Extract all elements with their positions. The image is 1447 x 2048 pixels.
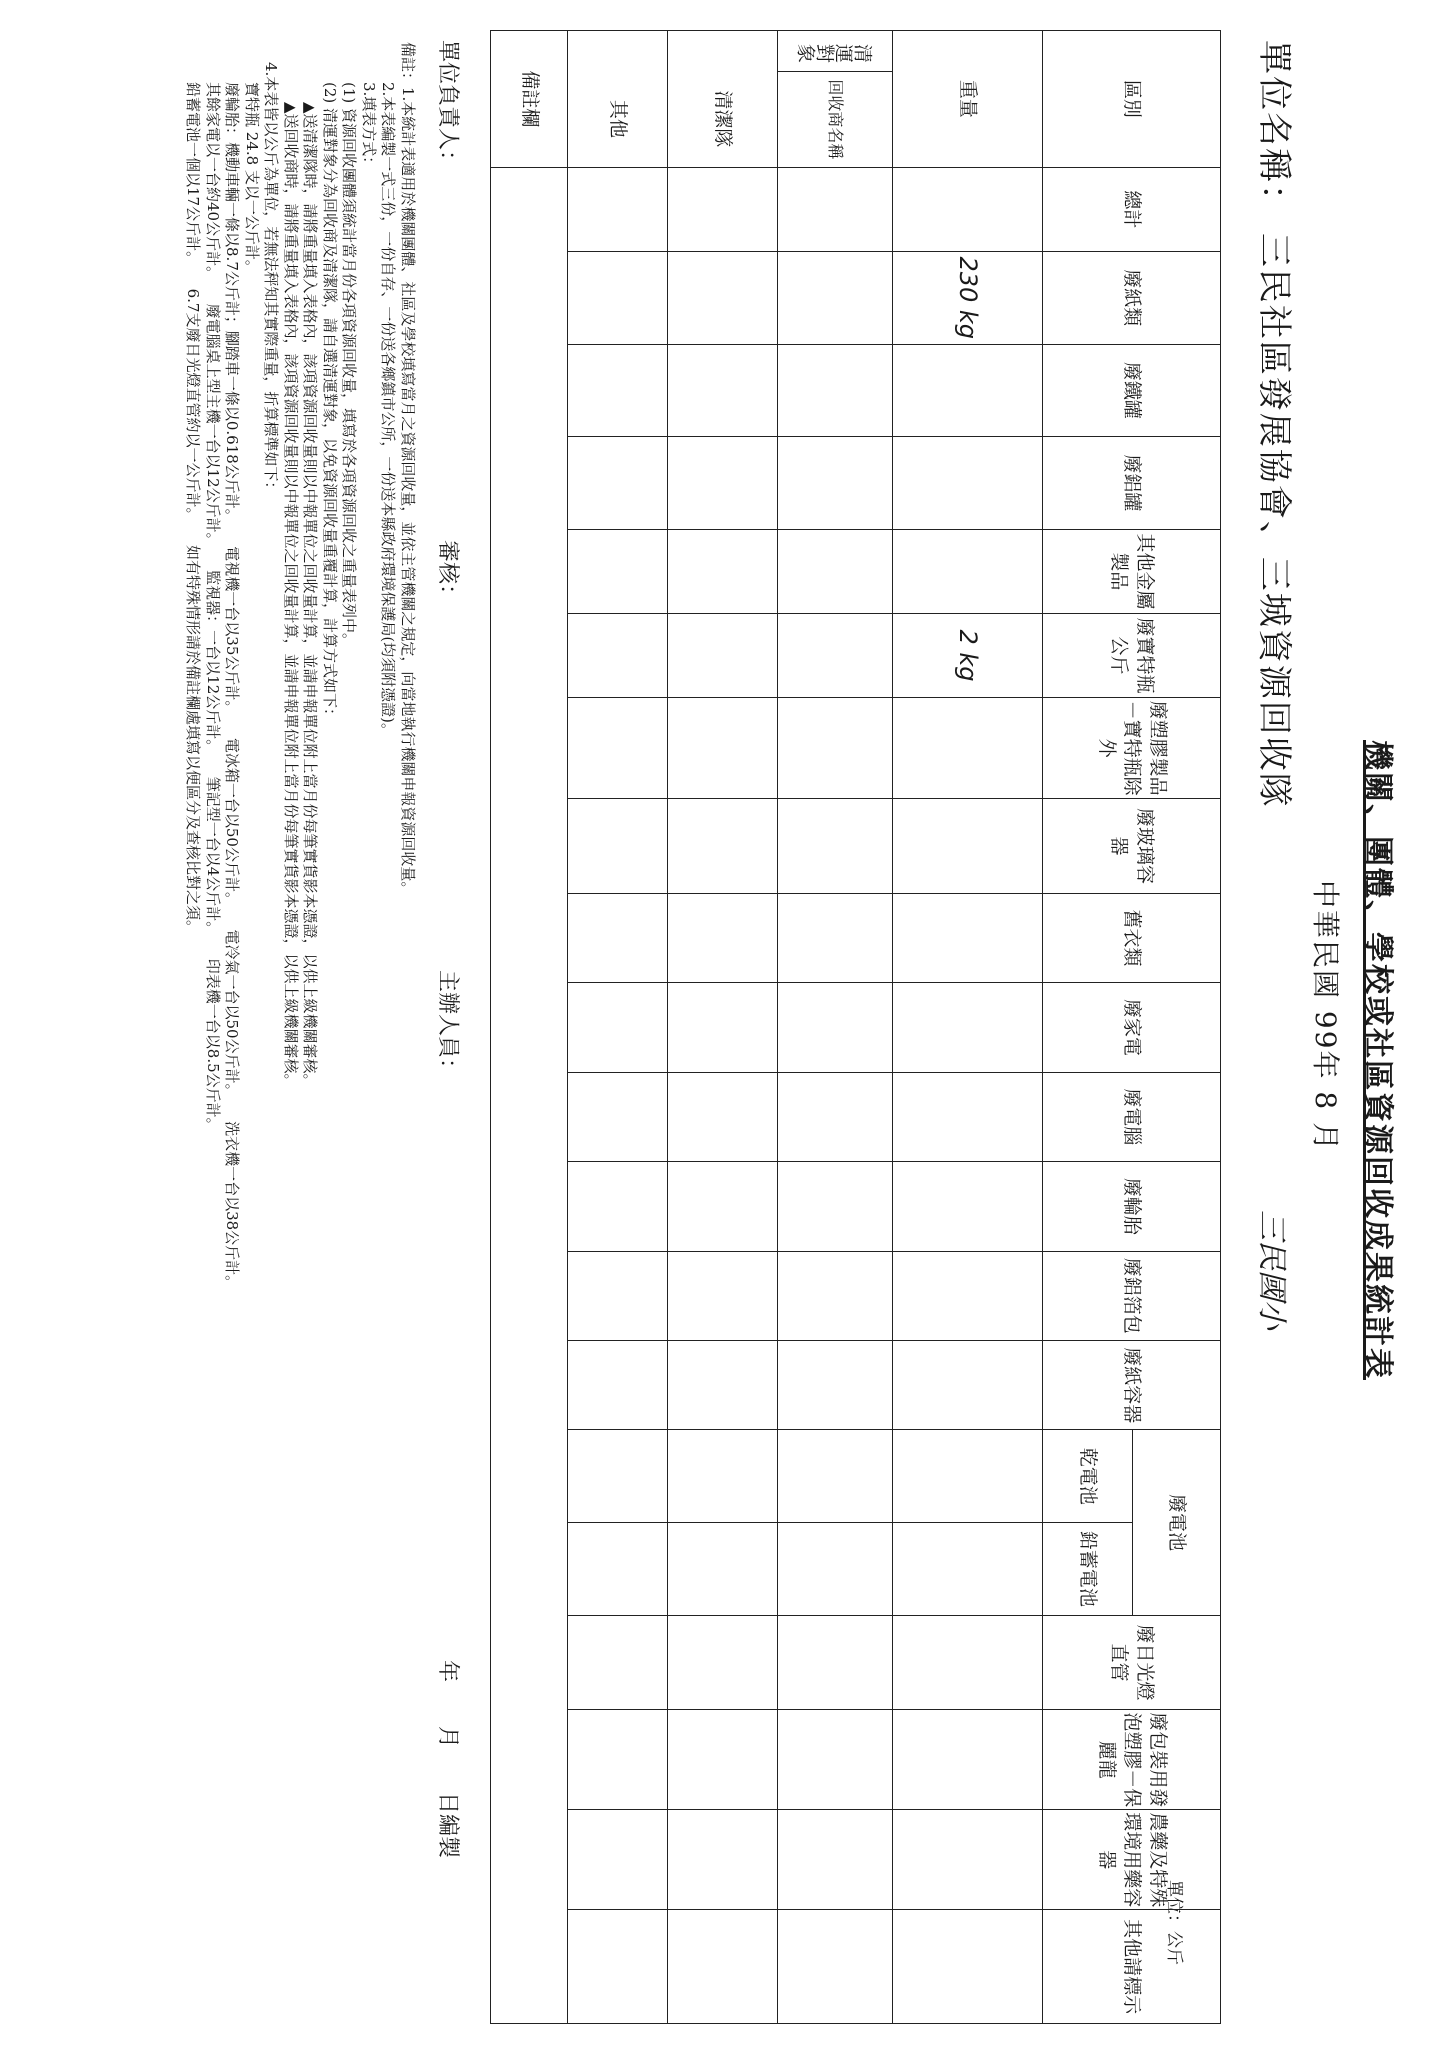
weight-label: 重量 bbox=[893, 31, 1043, 168]
notes-block bbox=[183, 42, 417, 1290]
header-glass: 廢玻璃容器 bbox=[1043, 799, 1221, 894]
weight-row bbox=[893, 31, 1043, 2024]
unit-label: 單位：公斤 bbox=[1164, 1880, 1184, 1965]
header-iron-cans: 廢鐵罐 bbox=[1043, 344, 1221, 437]
header-lead-battery: 鉛蓄電池 bbox=[1043, 1523, 1133, 1616]
note-line: 廢輪胎：機動車輛一條以8.7公斤計；腳踏車一條以0.618公斤計。 電視機一台以35公斤計。 電冰箱一台以50公斤計。 電冷氣一台以50公斤計。 洗衣機一台以38公斤計。 bbox=[223, 82, 242, 1291]
weight-cell bbox=[893, 1810, 1043, 1910]
weight-cell bbox=[893, 1523, 1043, 1616]
weight-cell bbox=[893, 1430, 1043, 1523]
header-special: 農藥及特殊環境用藥容器 bbox=[1043, 1810, 1221, 1910]
header-district: 區別 bbox=[1043, 31, 1221, 168]
weight-cell bbox=[893, 799, 1043, 894]
weight-other-metal bbox=[893, 529, 1043, 613]
weight-iron-cans bbox=[893, 344, 1043, 437]
unit-name-row bbox=[1253, 40, 1302, 809]
weight-paper: 230 kg bbox=[893, 251, 1043, 344]
note-line: 其餘家電以一台約40公斤計。 廢電腦桌上型主機一台以12公斤計。 監視器：一台以12公斤計。 筆記型一台以4公斤計。 印表機一台以8.5公斤計。 bbox=[204, 82, 222, 1133]
header-total: 總計 bbox=[1043, 167, 1221, 251]
transport-row-head bbox=[778, 31, 893, 168]
note-line: 鉛蓄電池一個以17公斤計。 6.7支廢日光燈直管約以一公斤計。 如有特殊情形請於備註欄處填寫以便區分及查核比對之須。 bbox=[184, 82, 203, 935]
note-line: ▲送清潔隊時，請將重量填入表格內，該項資源回收量則以中報單位之回收量計算，並請申報單位附上當月份每筆實貨影本憑證，以供上級機關審核。 bbox=[301, 102, 320, 1089]
header-computers: 廢電腦 bbox=[1043, 1072, 1221, 1161]
weight-cell bbox=[893, 1162, 1043, 1251]
header-fluorescent: 廢日光燈直管 bbox=[1043, 1615, 1221, 1710]
weight-cell bbox=[893, 698, 1043, 799]
weight-aluminum-cans bbox=[893, 437, 1043, 530]
header-appliances: 廢家電 bbox=[1043, 983, 1221, 1072]
note-line: ▲送回收商時，請將重量填入表格內，該項資源回收量則以中報單位之回收量計算，並請申報單位附上當月份每筆實貨影本憑證，以供上級機關審核。 bbox=[282, 102, 300, 1089]
weight-pet-bottles: 2 kg bbox=[893, 613, 1043, 697]
remarks-label: 備註欄 bbox=[491, 31, 568, 168]
recycling-table bbox=[490, 30, 1221, 2024]
weight-cell bbox=[893, 1340, 1043, 1429]
transport-label: 清運對象 bbox=[778, 31, 892, 72]
header-pet-bottles: 廢寶特瓶公斤 bbox=[1043, 613, 1221, 697]
weight-cell bbox=[893, 1251, 1043, 1340]
weight-total bbox=[893, 167, 1043, 251]
note-line: 備註：1.本統計表適用於機關團體、社區及學校填寫當月之資源回收量，並依主管機關之規定，向當地執行機關申報資源回收量。 bbox=[399, 42, 417, 897]
recycler-label: 回收商名稱 bbox=[825, 79, 845, 160]
note-line: (1) 資源回收團體須統計當月份各項資源回收量，填寫於各項資源回收之重量表列中。 bbox=[340, 82, 359, 649]
other-row bbox=[568, 31, 668, 2024]
note-line: (2) 清運對象分為回收商及清潔隊，請自選清運對象，以免資源回收量重覆計算，計算方式如下： bbox=[321, 82, 339, 724]
header-other-metal: 其他金屬製品 bbox=[1043, 529, 1221, 613]
header-row-1 bbox=[1133, 31, 1221, 2024]
report-date: 中華民國 99年 8 月 bbox=[1309, 880, 1342, 1153]
date-label: 年 月 日編製 bbox=[435, 1660, 460, 1859]
handler-label: 主辦人員： bbox=[435, 970, 460, 1081]
responsible-label: 單位負責人： bbox=[435, 40, 460, 173]
header-tires: 廢輪胎 bbox=[1043, 1162, 1221, 1251]
note-line: 2.本表編製一式三份，一份自存、一份送各鄉鎮市公所，一份送本縣政府環境保護局(均須附憑證)。 bbox=[379, 82, 398, 739]
weight-cell bbox=[893, 983, 1043, 1072]
recycler-row bbox=[778, 31, 893, 2024]
header-plastic: 廢塑膠製品－寶特瓶除外 bbox=[1043, 698, 1221, 799]
report-title: 機關、團體、學校或社區資源回收成果統計表 bbox=[1360, 740, 1395, 1380]
header-foil-pack: 廢鋁箔包 bbox=[1043, 1251, 1221, 1340]
header-styrofoam: 廢包裝用發泡塑膠－保麗龍 bbox=[1043, 1710, 1221, 1810]
weight-cell bbox=[893, 1710, 1043, 1810]
header-other: 其他請標示 bbox=[1043, 1910, 1221, 2024]
weight-cell bbox=[893, 1910, 1043, 2024]
unit-name-value: 三民社區發展協會、三城資源回收隊 bbox=[1254, 232, 1294, 809]
unit-name-label: 單位名稱： bbox=[1254, 40, 1294, 220]
weight-cell bbox=[893, 1072, 1043, 1161]
header-paper-container: 廢紙容器 bbox=[1043, 1340, 1221, 1429]
header-clothes: 舊衣類 bbox=[1043, 893, 1221, 982]
note-line: 寶特瓶 24.8 支以一公斤計。 bbox=[243, 82, 261, 275]
reviewer-label: 審核： bbox=[435, 540, 460, 607]
note-line: 3.填表方式： bbox=[360, 82, 378, 172]
handwritten-note: 三民國小 bbox=[1254, 1210, 1289, 1330]
other-label: 其他 bbox=[568, 31, 668, 168]
header-dry-battery: 乾電池 bbox=[1043, 1430, 1133, 1523]
clean-team-label: 清潔隊 bbox=[668, 31, 778, 168]
clean-team-row bbox=[668, 31, 778, 2024]
note-line: 4.本表皆以公斤為單位，若無法秤知其實際重量，折算標準如下： bbox=[262, 62, 281, 497]
header-aluminum-cans: 廢鋁罐 bbox=[1043, 437, 1221, 530]
header-paper: 廢紙類 bbox=[1043, 251, 1221, 344]
remarks-cell bbox=[491, 167, 568, 2023]
weight-cell bbox=[893, 1615, 1043, 1710]
header-battery-group: 廢電池 bbox=[1133, 1430, 1221, 1615]
weight-cell bbox=[893, 893, 1043, 982]
remarks-row bbox=[491, 31, 568, 2024]
